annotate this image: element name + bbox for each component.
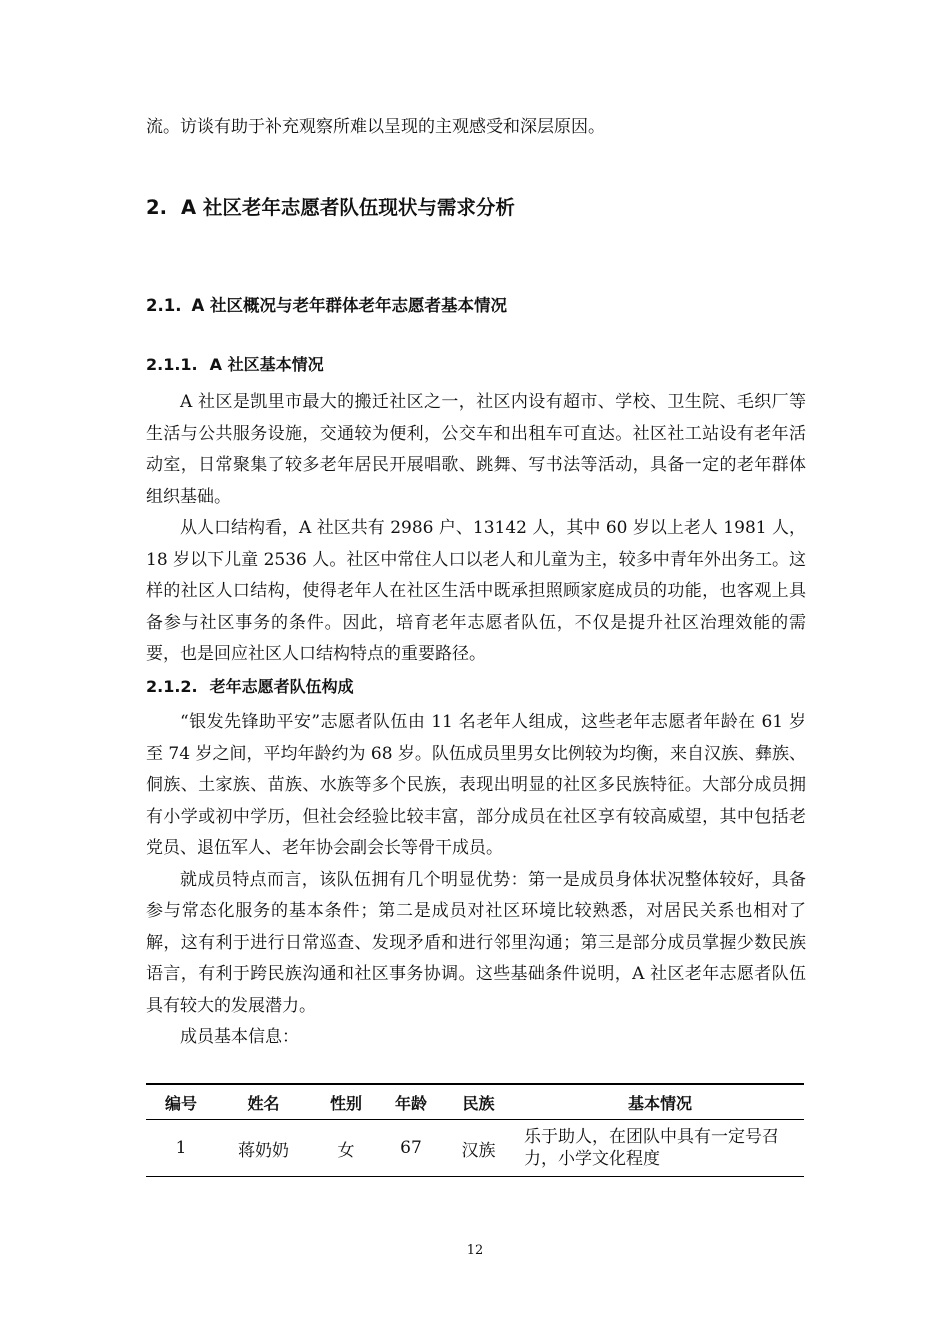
section-title: A 社区概况与老年群体老年志愿者基本情况 (191, 296, 508, 315)
table-row (146, 1120, 804, 1177)
section-2-1-1 (146, 352, 806, 671)
header-ethnicity: 民族 (441, 1084, 516, 1120)
section-2-heading (146, 192, 515, 220)
header-name: 姓名 (216, 1084, 311, 1120)
section-title: A 社区基本情况 (209, 355, 324, 374)
section-2-1-1-heading (146, 352, 806, 375)
section-2-1-heading (146, 292, 507, 316)
cell-ethnicity: 汉族 (441, 1120, 516, 1177)
table-header-row (146, 1084, 804, 1120)
paragraph-text: 流。访谈有助于补充观察所难以呈现的主观感受和深层原因。 (146, 117, 605, 137)
table-caption: 成员基本信息： (180, 1027, 299, 1047)
section-title: 老年志愿者队伍构成 (209, 677, 354, 696)
paragraph-community-overview: A 社区是凯里市最大的搬迁社区之一，社区内设有超市、学校、卫生院、毛织厂等生活与公共服务设施，交通较为便利，公交车和出租车可直达。社区社工站设有老年活动室，日常聚集了较多老年居民开展唱歌、跳舞、写书法等活动，具备一定的老年群体组织基础。 (146, 392, 806, 507)
cell-id: 1 (146, 1120, 216, 1177)
header-gender: 性别 (311, 1084, 381, 1120)
header-age: 年龄 (381, 1084, 441, 1120)
cell-description: 乐于助人，在团队中具有一定号召力，小学文化程度 (516, 1120, 804, 1177)
cell-gender: 女 (311, 1120, 381, 1177)
section-title: A 社区老年志愿者队伍现状与需求分析 (180, 196, 515, 219)
paragraph-population: 从人口结构看，A 社区共有 2986 户、13142 人，其中 60 岁以上老人 1981 人，18 岁以下儿童 2536 人。社区中常住人口以老人和儿童为主，较多中青年外出务工。这样的社区人口结构，使得老年人在社区生活中既承担照顾家庭成员的功能，也客观上具备参与社区事务的条件。因此，培育老年志愿者队伍，不仅是提升社区治理效能的需要，也是回应社区人口结构特点的重要路径。 (146, 518, 806, 664)
section-number: 2. (146, 196, 167, 219)
section-2-1-2 (146, 674, 806, 1054)
cell-age: 67 (381, 1120, 441, 1177)
section-2-1-2-heading (146, 674, 806, 697)
section-number: 2.1.1. (146, 355, 198, 374)
header-description: 基本情况 (516, 1084, 804, 1120)
members-table (146, 1083, 804, 1177)
header-id: 编号 (146, 1084, 216, 1120)
section-number: 2.1. (146, 296, 182, 315)
section-number: 2.1.2. (146, 677, 198, 696)
paragraph-team-advantages: 就成员特点而言，该队伍拥有几个明显优势：第一是成员身体状况整体较好，具备参与常态化服务的基本条件；第二是成员对社区环境比较熟悉，对居民关系也相对了解，这有利于进行日常巡查、发现矛盾和进行邻里沟通；第三是部分成员掌握少数民族语言，有利于跨民族沟通和社区事务协调。这些基础条件说明，A 社区老年志愿者队伍具有较大的发展潜力。 (146, 869, 806, 1016)
top-paragraph (146, 112, 806, 144)
cell-name: 蒋奶奶 (216, 1120, 311, 1177)
paragraph-team-composition: “银发先锋助平安”志愿者队伍由 11 名老年人组成，这些老年志愿者年龄在 61 岁至 74 岁之间，平均年龄约为 68 岁。队伍成员里男女比例较为均衡，来自汉族、彝族、侗族、土家族、苗族、水族等多个民族，表现出明显的社区多民族特征。大部分成员拥有小学或初中学历，但社会经验比较丰富，部分成员在社区享有较高威望，其中包括老党员、退伍军人、老年协会副会长等骨干成员。 (146, 712, 806, 858)
page-number: 12 (466, 1243, 484, 1258)
